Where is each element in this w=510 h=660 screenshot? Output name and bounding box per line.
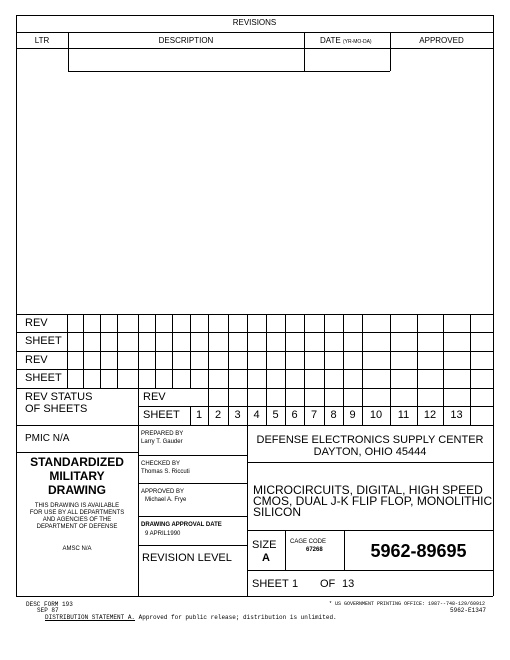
sheet-number: 7 bbox=[310, 409, 318, 421]
prepared-by-label: PREPARED BY bbox=[141, 431, 184, 437]
size-value: A bbox=[262, 552, 270, 564]
approved-by-name: Michael A. Frye bbox=[145, 497, 187, 503]
rev-status-label-line2: OF SHEETS bbox=[25, 403, 88, 415]
of-label: OF bbox=[320, 578, 336, 590]
standardized-line3: DRAWING bbox=[48, 483, 106, 497]
pmic-label: PMIC N/A bbox=[25, 433, 70, 444]
checked-by-name: Thomas S. Riccuti bbox=[141, 469, 190, 475]
prepared-by-name: Larry T. Gauder bbox=[141, 439, 183, 445]
form-date: SEP 87 bbox=[37, 607, 59, 614]
sheet-label: SHEET bbox=[252, 578, 289, 590]
sheet-row-label: SHEET bbox=[25, 372, 62, 384]
distribution-text: Approved for public release; distribution is unlimited. bbox=[138, 614, 337, 621]
distribution-label: DISTRIBUTION STATEMENT A. bbox=[45, 614, 136, 621]
availability-line3: AND AGENCIES OF THE bbox=[42, 517, 112, 523]
drawing-title-line3: SILICON bbox=[253, 505, 302, 519]
of-value: 13 bbox=[342, 578, 355, 590]
sheet-number: 1 bbox=[195, 409, 203, 421]
sheet-number: 9 bbox=[349, 409, 356, 421]
checked-by-label: CHECKED BY bbox=[141, 461, 181, 467]
rev-status-sheet-label: SHEET bbox=[143, 409, 180, 421]
sheet-number: 11 bbox=[397, 409, 410, 421]
distribution-statement bbox=[45, 615, 337, 621]
sheet-number: 13 bbox=[450, 409, 463, 421]
rev-row-label: REV bbox=[25, 317, 48, 329]
rev-status-label-line1: REV STATUS bbox=[25, 391, 93, 403]
amsc-label: AMSC N/A bbox=[62, 546, 92, 552]
approval-date: 9 APRIL1990 bbox=[145, 531, 181, 537]
ltr-column-header: LTR bbox=[34, 36, 50, 45]
date-format-label: (YR-MO-DA) bbox=[342, 39, 372, 45]
sheet-row-label: SHEET bbox=[25, 335, 62, 347]
size-label: SIZE bbox=[252, 539, 277, 551]
standardized-line2: MILITARY bbox=[49, 469, 105, 483]
cage-code-label: CAGE CODE bbox=[290, 539, 327, 545]
sheet-number: 8 bbox=[330, 409, 337, 421]
form-number: DESC FORM 193 bbox=[26, 601, 73, 608]
sheet-number: 12 bbox=[423, 409, 437, 421]
revision-level-label: REVISION LEVEL bbox=[142, 552, 232, 564]
sheet-number: 3 bbox=[234, 409, 241, 421]
approved-column-header: APPROVED bbox=[419, 36, 464, 45]
availability-line1: THIS DRAWING IS AVAILABLE bbox=[34, 503, 120, 509]
cage-code-value: 67268 bbox=[306, 547, 323, 553]
sheet-value: 1 bbox=[292, 578, 299, 590]
control-number: 5962-E1347 bbox=[450, 607, 487, 614]
drawing-title-line1: MICROCIRCUITS, DIGITAL, HIGH SPEED bbox=[253, 483, 483, 497]
approval-date-label: DRAWING APPROVAL DATE bbox=[141, 522, 222, 528]
sheet-number: 10 bbox=[369, 409, 383, 421]
description-column-header: DESCRIPTION bbox=[158, 36, 214, 45]
drawing-number: 5962-89695 bbox=[370, 541, 467, 561]
agency-line1: DEFENSE ELECTRONICS SUPPLY CENTER bbox=[256, 434, 484, 446]
availability-line4: DEPARTMENT OF DEFENSE bbox=[36, 524, 118, 530]
date-column-header bbox=[320, 37, 372, 45]
revisions-title: REVISIONS bbox=[232, 18, 277, 27]
rev-status-rev-label: REV bbox=[143, 391, 166, 403]
agency-line2: DAYTON, OHIO 45444 bbox=[313, 446, 427, 458]
gpo-note: * US GOVERNMENT PRINTING OFFICE: 1987--748-129/60912 bbox=[329, 601, 486, 607]
date-column-label: DATE bbox=[320, 36, 341, 45]
sheet-number: 2 bbox=[214, 409, 222, 421]
rev-row-label: REV bbox=[25, 354, 48, 366]
sheet-number: 5 bbox=[272, 409, 279, 421]
sheet-number: 4 bbox=[253, 409, 260, 421]
approved-by-label: APPROVED BY bbox=[141, 489, 185, 495]
standardized-line1: STANDARDIZED bbox=[30, 455, 124, 469]
sheet-number: 6 bbox=[291, 409, 298, 421]
availability-line2: FOR USE BY ALL DEPARTMENTS bbox=[29, 510, 125, 516]
drawing-title-line2: CMOS, DUAL J-K FLIP FLOP, MONOLITHIC bbox=[253, 494, 493, 508]
